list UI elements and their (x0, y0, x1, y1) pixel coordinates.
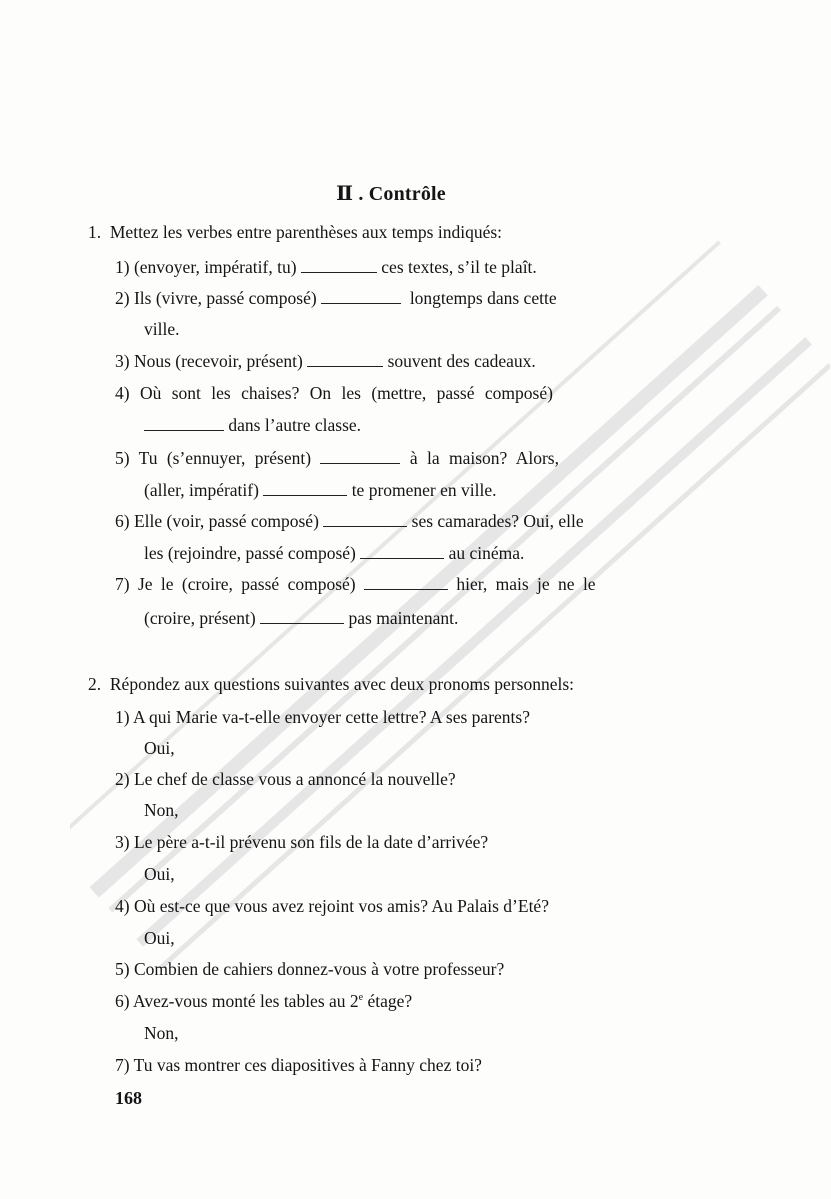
exercise-2-header (88, 673, 574, 695)
answer-blank[interactable] (307, 352, 383, 367)
item-text: souvent des cadeaux. (387, 351, 536, 371)
item-prompt: (croire, présent) (144, 608, 256, 628)
item-text: longtemps dans cette (409, 288, 557, 308)
item-question-text: étage? (363, 991, 413, 1011)
item-question: Combien de cahiers donnez-vous à votre professeur? (133, 959, 505, 979)
item-number: 7) (115, 1055, 130, 1075)
ex1-item-5-cont (144, 479, 497, 501)
ex2-item-3 (115, 831, 488, 853)
item-number: 3) (115, 351, 130, 371)
item-text: ses camarades? Oui, elle (411, 511, 584, 531)
answer-blank[interactable] (364, 575, 448, 590)
item-prompt: Tu (s’ennuyer, présent) (138, 448, 312, 468)
ex1-item-2 (115, 287, 557, 309)
answer-blank[interactable] (260, 609, 344, 624)
item-question: Le chef de classe vous a annoncé la nouvelle? (133, 769, 456, 789)
ex1-item-5 (115, 447, 559, 469)
item-number: 3) (115, 832, 130, 852)
item-number: 2) (115, 769, 130, 789)
answer-blank[interactable] (323, 512, 407, 527)
ex2-item-2 (115, 768, 456, 790)
item-number: 4) (115, 383, 130, 403)
item-prompt: les (rejoindre, passé composé) (144, 543, 356, 563)
item-text: hier, mais je ne le (456, 574, 596, 594)
exercise-2-number: 2. (88, 674, 102, 694)
ex2-item-1-answer: Oui, (144, 738, 175, 758)
item-number: 5) (115, 959, 130, 979)
ex2-item-5 (115, 958, 504, 980)
item-question: Tu vas montrer ces diapositives à Fanny chez toi? (133, 1055, 482, 1075)
answer-blank[interactable] (320, 449, 400, 464)
answer-blank[interactable] (360, 544, 444, 559)
exercise-2-instruction: Répondez aux questions suivantes avec deux pronoms personnels: (109, 674, 575, 694)
item-question: Le père a-t-il prévenu son fils de la date d’arrivée? (133, 832, 489, 852)
ex1-item-6-cont (144, 542, 524, 564)
item-number: 2) (115, 288, 130, 308)
ex1-item-7-cont (144, 607, 458, 629)
item-prompt: Ils (vivre, passé composé) (133, 288, 317, 308)
item-text: à la maison? Alors, (409, 448, 559, 468)
item-text: te promener en ville. (351, 480, 497, 500)
item-prompt: Je le (croire, passé composé) (137, 574, 356, 594)
item-question: Où est-ce que vous avez rejoint vos amis? Au Palais d’Eté? (133, 896, 549, 916)
item-question: A qui Marie va-t-elle envoyer cette lettre? A ses parents? (133, 707, 530, 727)
item-prompt: Elle (voir, passé composé) (133, 511, 319, 531)
item-question (133, 991, 412, 1011)
item-number: 5) (115, 448, 130, 468)
section-title: Ⅱ . Contrôle (336, 183, 446, 205)
ex1-item-2-cont: ville. (144, 319, 180, 339)
ex2-item-7 (115, 1054, 482, 1076)
answer-blank[interactable] (263, 481, 347, 496)
item-text: pas maintenant. (348, 608, 459, 628)
item-number: 1) (115, 257, 130, 277)
item-number: 4) (115, 896, 130, 916)
exercise-1-number: 1. (88, 222, 102, 242)
ex2-item-4-answer: Oui, (144, 928, 175, 948)
exercise-1-instruction: Mettez les verbes entre parenthèses aux temps indiqués: (109, 222, 503, 242)
item-question-text: Avez-vous monté les tables au 2 (133, 991, 359, 1011)
item-prompt: Où sont les chaises? On les (mettre, passé composé) (139, 383, 553, 403)
page-number: 168 (115, 1088, 142, 1108)
ex1-item-4 (115, 382, 553, 404)
item-prompt: (aller, impératif) (144, 480, 259, 500)
ex1-item-7 (115, 573, 596, 595)
item-prompt: (envoyer, impératif, tu) (133, 257, 297, 277)
item-number: 7) (115, 574, 130, 594)
ex1-item-3 (115, 350, 536, 372)
ex1-item-6 (115, 510, 584, 532)
ex2-item-3-answer: Oui, (144, 864, 175, 884)
answer-blank[interactable] (301, 258, 377, 273)
exercise-1-header (88, 221, 502, 243)
item-text: ces textes, s’il te plaît. (381, 257, 537, 277)
ex2-item-6-answer: Non, (144, 1023, 179, 1043)
item-number: 6) (115, 991, 130, 1011)
ex2-item-1 (115, 706, 530, 728)
ordinal-superscript: e (358, 992, 364, 1004)
item-text: dans l’autre classe. (228, 415, 362, 435)
ex2-item-2-answer: Non, (144, 800, 179, 820)
ex2-item-6 (115, 990, 412, 1012)
answer-blank[interactable] (144, 416, 224, 431)
item-number: 6) (115, 511, 130, 531)
watermark-band (70, 180, 830, 1080)
ex2-item-4 (115, 895, 549, 917)
item-text: au cinéma. (448, 543, 525, 563)
ex1-item-1 (115, 256, 537, 278)
item-number: 1) (115, 707, 130, 727)
answer-blank[interactable] (321, 289, 401, 304)
ex1-item-4-cont (144, 414, 361, 436)
item-prompt: Nous (recevoir, présent) (133, 351, 303, 371)
